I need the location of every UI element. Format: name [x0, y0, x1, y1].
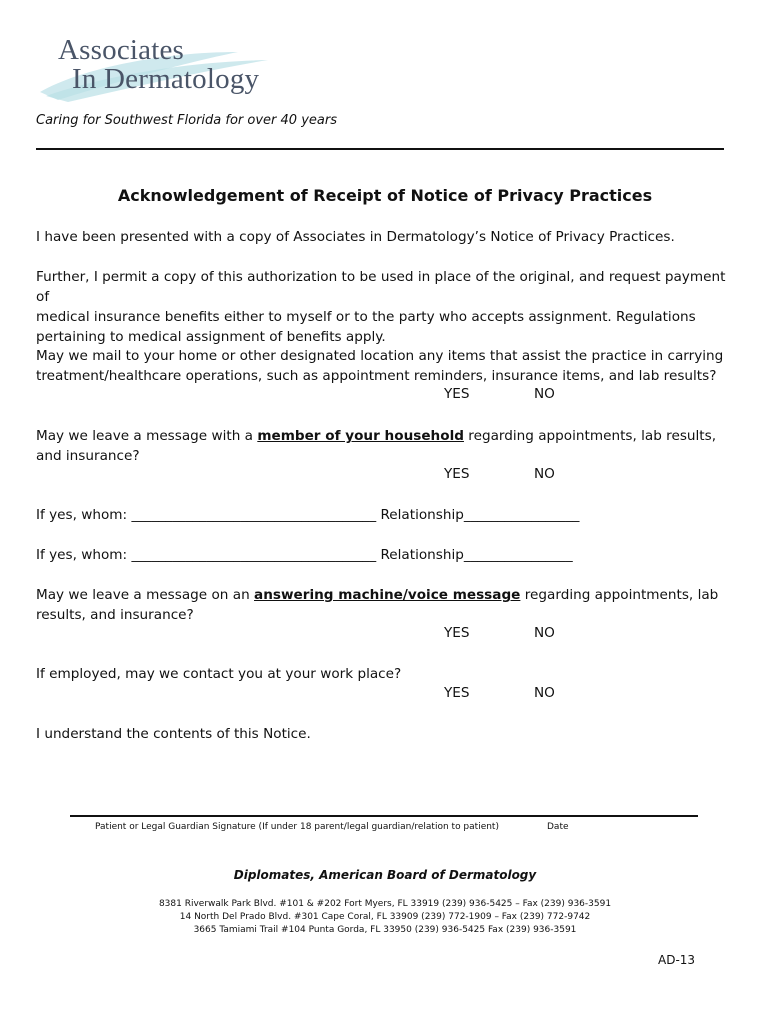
question-mail — [36, 346, 736, 386]
statement-authorization — [36, 267, 736, 347]
q1-no-option[interactable]: NO — [534, 386, 555, 402]
signature-line[interactable] — [70, 815, 698, 817]
understand-statement: I understand the contents of this Notice. — [36, 726, 311, 742]
question-text: regarding appointments, lab — [520, 587, 719, 603]
statement-line: pertaining to medical assignment of benefits apply. — [36, 329, 386, 345]
q3-no-option[interactable]: NO — [534, 625, 555, 641]
question-line — [36, 426, 736, 446]
q2-no-option[interactable]: NO — [534, 466, 555, 482]
statement-line: Further, I permit a copy of this authorization to be used in place of the original, and request payment of — [36, 269, 726, 305]
question-emphasis: member of your household — [257, 428, 464, 444]
question-text: May we leave a message with a — [36, 428, 258, 444]
office-addresses — [0, 898, 770, 937]
logo-text-line1: Associates — [58, 34, 185, 66]
question-text: May we leave a message on an — [36, 587, 255, 603]
date-label: Date — [547, 822, 569, 832]
address-fort-myers: 8381 Riverwalk Park Blvd. #101 & #202 Fort Myers, FL 33919 (239) 936-5425 – Fax (239) 936-3591 — [158, 899, 612, 909]
question-text: regarding appointments, lab results, — [463, 428, 717, 444]
question-line: treatment/healthcare operations, such as appointment reminders, insurance items, and lab results? — [36, 368, 717, 384]
statement-line: medical insurance benefits either to myself or to the party who accepts assignment. Regulations — [36, 309, 696, 325]
question-answering-machine — [36, 585, 736, 625]
form-code: AD-13 — [658, 953, 696, 967]
board-certification: Diplomates, American Board of Dermatology — [233, 868, 537, 882]
question-line: and insurance? — [36, 448, 140, 464]
signature-label: Patient or Legal Guardian Signature (If under 18 parent/legal guardian/relation to patient) — [95, 822, 499, 832]
q3-yes-option[interactable]: YES — [444, 625, 470, 641]
q4-yes-option[interactable]: YES — [444, 685, 470, 701]
whom-relationship-field-1[interactable]: If yes, whom: ____________________________________ Relationship_________________ — [36, 507, 580, 523]
page-title: Acknowledgement of Receipt of Notice of Privacy Practices — [117, 186, 653, 205]
question-line: results, and insurance? — [36, 607, 194, 623]
statement-notice-received: I have been presented with a copy of Associates in Dermatology’s Notice of Privacy Practices. — [36, 229, 675, 245]
logo-text-line2: In Dermatology — [72, 63, 260, 95]
question-household — [36, 426, 736, 466]
question-emphasis: answering machine/voice message — [254, 587, 521, 603]
q4-no-option[interactable]: NO — [534, 685, 555, 701]
q1-yes-option[interactable]: YES — [444, 386, 470, 402]
address-cape-coral: 14 North Del Prado Blvd. #301 Cape Coral, FL 33909 (239) 772-1909 – Fax (239) 772-9742 — [179, 912, 591, 922]
tagline: Caring for Southwest Florida for over 40 years — [36, 113, 337, 128]
address-punta-gorda: 3665 Tamiami Trail #104 Punta Gorda, FL 33950 (239) 936-5425 Fax (239) 936-3591 — [193, 925, 577, 935]
logo — [38, 30, 288, 105]
q2-yes-option[interactable]: YES — [444, 466, 470, 482]
question-line: May we mail to your home or other designated location any items that assist the practice in carrying — [36, 348, 724, 364]
whom-relationship-field-2[interactable]: If yes, whom: ____________________________________ Relationship________________ — [36, 547, 573, 563]
question-line — [36, 585, 736, 605]
header-divider — [36, 148, 724, 150]
question-work-contact: If employed, may we contact you at your work place? — [36, 666, 402, 682]
